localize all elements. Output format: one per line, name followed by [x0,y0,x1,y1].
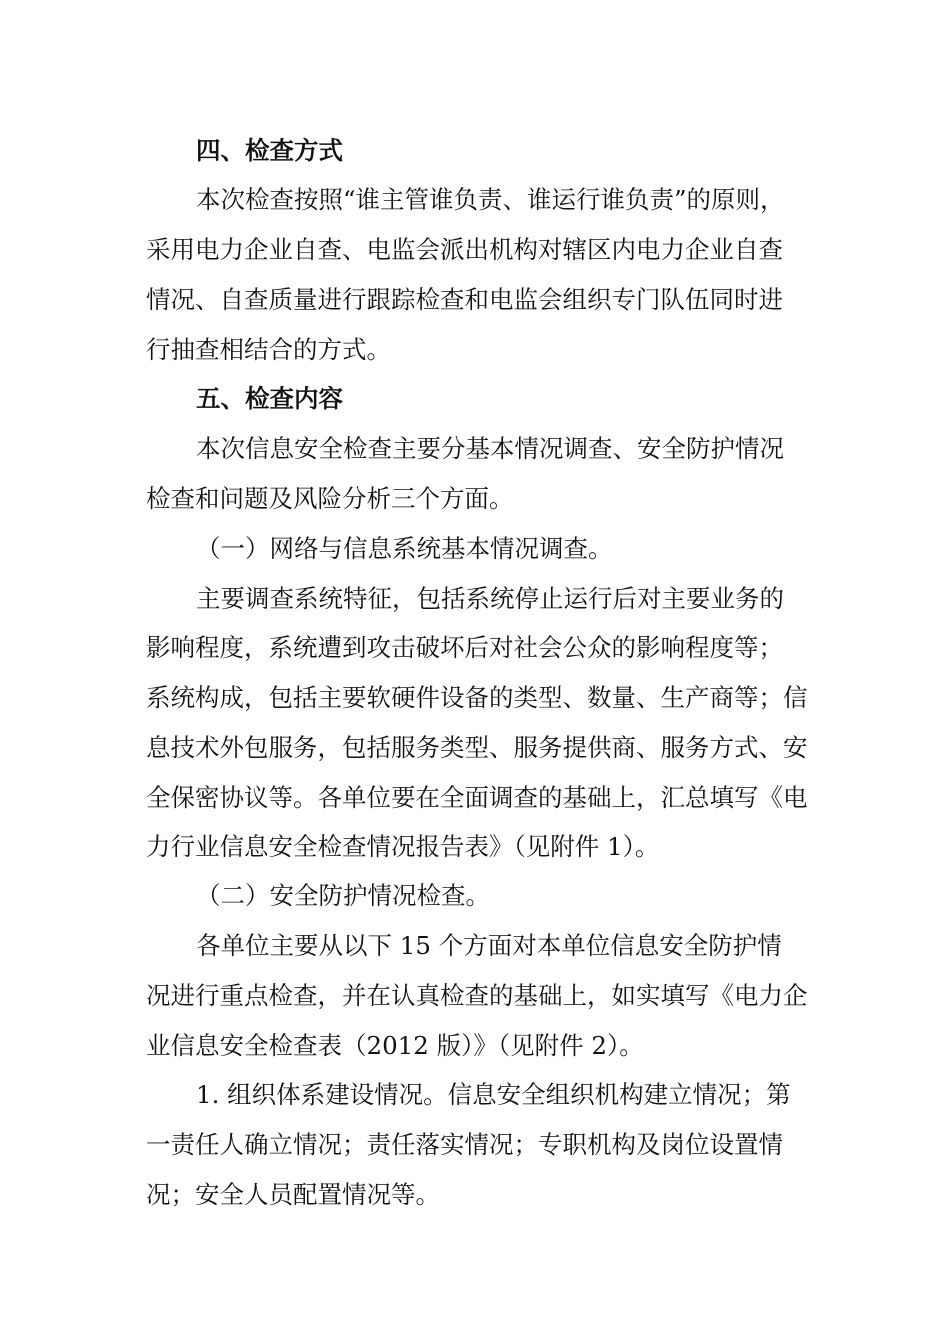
subsection-1-paragraph-line: 系统构成，包括主要软硬件设备的类型、数量、生产商等；信 [146,683,808,712]
subsection-1-heading: （一）网络与信息系统基本情况调查。 [196,534,613,563]
section-4-paragraph-line: 本次检查按照“谁主管谁负责、谁运行谁负责”的原则， [196,185,785,214]
subsection-1-paragraph-line: 全保密协议等。各单位要在全面调查的基础上，汇总填写《电 [146,783,808,812]
subsection-2-paragraph-line: 业信息安全检查表（2012 版）》（见附件 2）。 [146,1031,644,1060]
section-4-heading: 四、检查方式 [196,136,343,165]
subsection-2-paragraph-line: 各单位主要从以下 15 个方面对本单位信息安全防护情 [196,931,782,960]
subsection-1-paragraph-line: 影响程度，系统遭到攻击破坏后对社会公众的影响程度等； [146,633,783,662]
subsection-1-paragraph-line: 主要调查系统特征，包括系统停止运行后对主要业务的 [196,584,784,613]
subsection-2-paragraph-line: 况进行重点检查，并在认真检查的基础上，如实填写《电力企 [146,981,808,1010]
subsection-1-paragraph-line: 息技术外包服务，包括服务类型、服务提供商、服务方式、安 [146,733,808,762]
section-5-heading: 五、检查内容 [196,384,343,413]
item-1-line: 一责任人确立情况；责任落实情况；专职机构及岗位设置情 [146,1130,783,1159]
item-1-line: 况；安全人员配置情况等。 [146,1180,440,1209]
section-5-intro-line: 检查和问题及风险分析三个方面。 [146,484,514,513]
subsection-1-paragraph-line: 力行业信息安全检查情况报告表》（见附件 1）。 [146,832,660,861]
section-5-intro-line: 本次信息安全检查主要分基本情况调查、安全防护情况 [196,434,784,463]
subsection-2-heading: （二）安全防护情况检查。 [196,881,490,910]
section-4-paragraph-line: 行抽查相结合的方式。 [146,335,391,364]
section-4-paragraph-line: 情况、自查质量进行跟踪检查和电监会组织专门队伍同时进 [146,285,783,314]
section-4-paragraph-line: 采用电力企业自查、电监会派出机构对辖区内电力企业自查 [146,235,783,264]
item-1-line: 1. 组织体系建设情况。信息安全组织机构建立情况；第 [196,1080,791,1109]
